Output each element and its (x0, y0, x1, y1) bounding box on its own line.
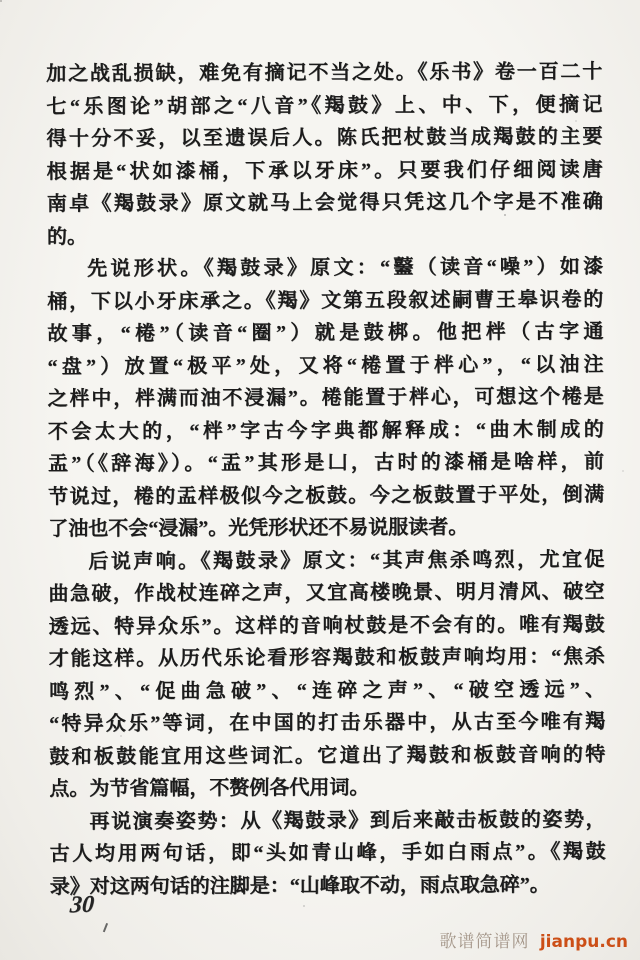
text-line: 先说形状。《羯鼓录》原文：“𪔮（读音“噪”）如漆 (87, 255, 604, 281)
text-line: 曲急破，作战杖连碎之声，又宜高楼晚景、明月清风、破空 (48, 580, 605, 606)
text-line: 七“乐图论”胡部之“八音”《羯鼓》上、中、下，便摘记 (46, 93, 603, 118)
text-line: 南卓《羯鼓录》原文就马上会觉得只凭这几个字是不准确 (46, 190, 603, 216)
text-line: 了油也不会“浸漏”。光凭形状还不易说服读者。 (48, 516, 469, 541)
text-line: 的。 (46, 225, 87, 248)
text-line: 故事，“棬”（读音“圈”）就是鼓梆。他把柈（古字通 (47, 320, 604, 346)
text-line: 透远、特异众乐”。这样的音响杖鼓是不会有的。唯有羯鼓 (48, 613, 605, 638)
page-text-block (46, 56, 606, 903)
watermark-site-name: 歌谱简谱网 (439, 932, 530, 952)
text-line: 点。为节省篇幅，不赘例各代用词。 (49, 776, 370, 801)
text-line: 鸣烈”、“促曲急破”、“连碎之声”、“破空透远”、 (48, 678, 605, 703)
text-line: 后说声响。《羯鼓录》原文：“其声焦杀鸣烈，尤宜促 (88, 548, 605, 573)
text-line: 桶，下以小牙床承之。《羯》文第五段叙述嗣曹王皋识卷的 (47, 288, 604, 313)
watermark (439, 927, 628, 952)
text-line: “特异众乐”等词，在中国的打击乐器中，从古至今唯有羯 (49, 710, 606, 736)
text-line: 鼓和板鼓能宜用这些词汇。它道出了羯鼓和板鼓音响的特 (49, 743, 606, 768)
text-line: 加之战乱损缺，难免有摘记不当之处。《乐书》卷一百二十 (46, 60, 603, 86)
text-line: 盂”（《辞海》）。“盂”其形是凵，古时的漆桶是啥样，前 (47, 450, 604, 476)
text-line: 节说过，棬的盂样极似今之板鼓。今之板鼓置于平处，倒满 (48, 483, 605, 508)
text-line: 再说演奏姿势：从《羯鼓录》到后来敲击板鼓的姿势， (89, 808, 606, 833)
text-line: 根据是“状如漆桶，下承以牙床”。只要我们仔细阅读唐 (46, 158, 603, 183)
text-line: 之柈中，柈满而油不浸漏”。棬能置于柈心，可想这个棬是 (47, 385, 604, 411)
text-line: 古人均用两句话，即“头如青山峰，手如白雨点”。《羯鼓 (49, 840, 606, 866)
text-line: 录》对这两句话的注脚是：“山峰取不动，雨点取急碎”。 (49, 873, 550, 898)
text-line: 得十分不妥，以至遗误后人。陈氏把杖鼓当成羯鼓的主要 (46, 125, 603, 151)
page-number: 30 (69, 891, 95, 919)
text-line: 才能这样。从历代乐论看形容羯鼓和板鼓声响均用：“焦杀 (48, 645, 605, 671)
text-line: “盘”）放置“极平”处，又将“棬置于柈心”，“以油注 (47, 353, 604, 378)
text-line: 不会太大的，“柈”字古今字典都解释成：“曲木制成的 (47, 418, 604, 443)
watermark-site-url: jianpu.cn (539, 932, 628, 952)
